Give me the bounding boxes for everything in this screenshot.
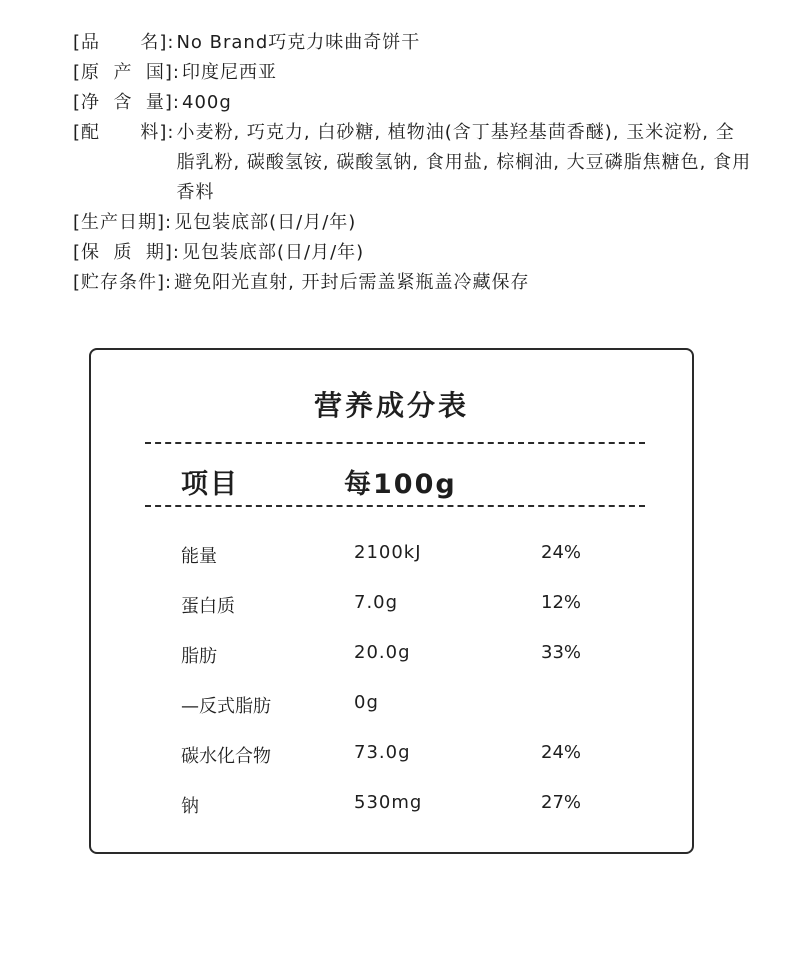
nutrition-row-trans-fat [91,680,692,730]
info-row-ingredients [73,118,753,208]
info-value: 小麦粉, 巧克力, 白砂糖, 植物油(含丁基羟基茴香醚), 玉米淀粉, 全脂乳粉, 碳酸氢铵, 碳酸氢钠, 食用盐, 棕榈油, 大豆磷脂焦糖色, 食用香料 [176,122,752,203]
nutrient-amount: 2100kJ [354,542,422,563]
nutrient-name: 蛋白质 [181,596,235,617]
nutrition-row-carbohydrate [91,730,692,780]
info-value: 印度尼西亚 [182,62,277,83]
info-label: [生产日期]: [73,212,173,233]
nutrient-nrv: 27% [541,792,582,813]
info-value: 避免阳光直射, 开封后需盖紧瓶盖冷藏保存 [174,272,530,293]
nutrient-name: 碳水化合物 [181,746,271,767]
info-value: 400g [182,92,232,113]
info-row-shelf-life [73,238,753,268]
info-label: [净 含 量]: [73,92,180,113]
nutrition-title: 营养成分表 [313,389,469,422]
info-row-name [73,28,753,58]
info-row-origin [73,58,753,88]
info-label: [品 名]: [73,32,175,53]
info-label: [保 质 期]: [73,242,180,263]
nutrient-amount: 530mg [354,792,423,813]
info-value: 见包装底部(日/月/年) [182,242,365,263]
nutrient-name: 能量 [181,546,217,567]
nutrition-row-protein [91,580,692,630]
nutrient-nrv: 12% [541,592,582,613]
nutrient-name: —反式脂肪 [181,696,271,717]
info-row-storage [73,268,753,298]
info-value: 见包装底部(日/月/年) [174,212,357,233]
nutrition-row-sodium [91,780,692,830]
dashed-divider-bottom [145,505,645,507]
nutrient-nrv: 24% [541,542,582,563]
nutrient-amount: 0g [354,692,379,713]
nutrient-name: 脂肪 [181,646,217,667]
header-item: 项目 [181,469,239,500]
nutrient-nrv: 24% [541,742,582,763]
info-label: [原 产 国]: [73,62,180,83]
nutrient-amount: 20.0g [354,642,411,663]
info-row-production-date [73,208,753,238]
nutrition-row-fat [91,630,692,680]
nutrition-row-energy [91,530,692,580]
info-label: [贮存条件]: [73,272,173,293]
header-per-100g: 每100g [344,469,457,500]
info-value: No Brand巧克力味曲奇饼干 [176,32,421,53]
info-label: [配 料]: [73,122,175,143]
nutrition-facts-panel [89,348,694,854]
nutrient-amount: 73.0g [354,742,411,763]
info-row-net-weight [73,88,753,118]
dashed-divider-top [145,442,645,444]
nutrient-name: 钠 [181,796,199,817]
product-info-section [73,28,753,298]
nutrient-amount: 7.0g [354,592,399,613]
nutrition-rows [91,530,692,830]
nutrient-nrv: 33% [541,642,582,663]
